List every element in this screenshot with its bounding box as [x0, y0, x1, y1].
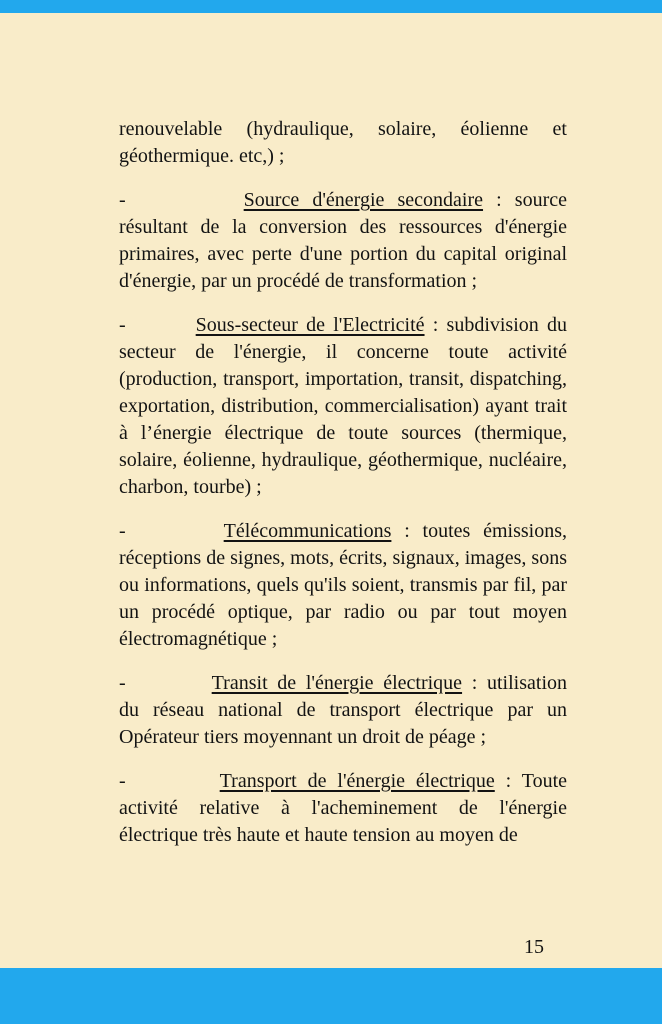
definition-item	[119, 670, 567, 751]
list-dash-marker: -	[119, 189, 126, 211]
definition-text: : Toute activité relative à l'acheminement de l'énergie électrique très haute et haute tension au moyen de	[119, 770, 567, 846]
definition-text: : source résultant de la conversion des ressources d'énergie primaires, avec perte d'une portion du capital original d'énergie, par un procédé de transformation ;	[119, 189, 567, 292]
defined-term: Transport de l'énergie électrique	[219, 770, 495, 792]
definition-text: : utilisation du réseau national de transport électrique par un Opérateur tiers moyennant un droit de péage ;	[119, 672, 568, 748]
page-content	[119, 116, 567, 866]
defined-term: Sous-secteur de l'Electricité	[195, 314, 425, 336]
list-dash-marker: -	[119, 672, 126, 694]
list-dash-marker: -	[119, 770, 126, 792]
definition-text: : toutes émissions, réceptions de signes, mots, écrits, signaux, images, sons ou informations, quels qu'ils soient, transmis par fil, par un procédé optique, par radio ou par tout moyen électromagnétique ;	[119, 520, 567, 650]
top-border-bar	[0, 0, 662, 13]
defined-term: Télécommunications	[223, 520, 392, 542]
definition-item	[119, 518, 567, 653]
definition-item	[119, 187, 567, 295]
tab-spacer	[126, 536, 224, 537]
definition-text: : subdivision du secteur de l'énergie, il concerne toute activité (production, transport, importation, transit, dispatching, exportation, distribution, commercialisation) ayant trait à l’énergie électrique de toute sources (thermique, solaire, éolienne, hydraulique, géothermique, nucléaire, charbon, tourbe) ;	[119, 314, 567, 498]
page-number: 15	[524, 936, 544, 958]
definition-item	[119, 768, 567, 849]
definition-item	[119, 312, 567, 501]
paragraph-continuation: renouvelable (hydraulique, solaire, éolienne et géothermique. etc,) ;	[119, 118, 567, 167]
tab-spacer	[126, 786, 220, 787]
list-dash-marker: -	[119, 314, 126, 336]
defined-term: Transit de l'énergie électrique	[211, 672, 463, 694]
tab-spacer	[126, 330, 196, 331]
list-dash-marker: -	[119, 520, 126, 542]
tab-spacer	[126, 688, 212, 689]
tab-spacer	[126, 205, 244, 206]
bottom-border-bar	[0, 968, 662, 1024]
defined-term: Source d'énergie secondaire	[243, 189, 484, 211]
